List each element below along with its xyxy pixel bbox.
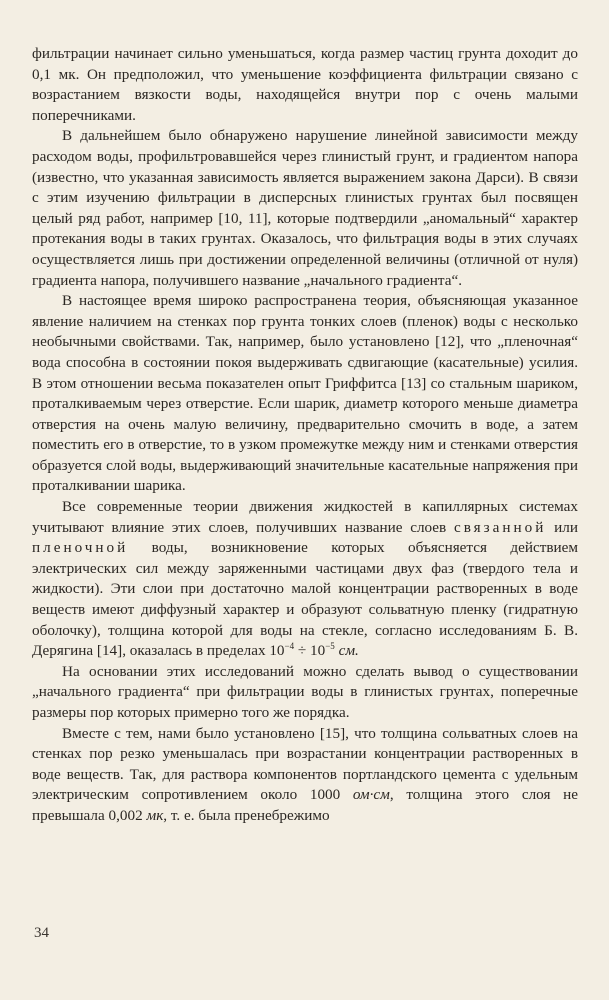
paragraph-2 xyxy=(32,126,578,291)
paragraph-5-text: На основании этих исследований можно сделать вывод о существовании „начального градиента“ при фильтрации воды в глинистых грунтах, поперечные размеры пор которых примерно того же порядка. xyxy=(32,662,578,721)
paragraph-1-text: фильтрации начинает сильно уменьшаться, когда размер частиц грунта доходит до 0,1 мк. Он предположил, что уменьшение коэффициента фильтрации связано с возрастанием вязкости воды, находящейся внутри пор с очень малыми поперечниками. xyxy=(32,45,578,124)
paragraph-4 xyxy=(32,497,578,662)
unit-ohm-cm: ом·см xyxy=(352,786,390,804)
paragraph-4-text-c: или xyxy=(546,518,578,536)
paragraph-4-text-g: ÷ 10 xyxy=(294,642,326,660)
paragraph-6-text-e: , т. е. была пренебрежимо xyxy=(163,806,330,824)
paragraph-3-text: В настоящее время широко распространена теория, объясняющая указанное явление наличием на стенках пор грунта тонких слоев (пленок) воды с несколько необычными свойствами. Так, например, было установлено [12], что „пленочная“ вода способна в состоянии покоя выдерживать сдвигающие (касательные) усилия. В этом отношении весьма показателен опыт Гриффитса [13] со стальным шариком, проталкиваемым через отверстие. Если шарик, диаметр которого меньше диаметра отверстия на очень малую величину, предварительно смочить в воде, а затем поместить его в отверстие, то в узком промежутке между ним и стенками отверстия образуется слой воды, выдерживающий значительные касательные напряжения при проталкивании шарика. xyxy=(32,292,578,495)
unit-micron: мк xyxy=(146,806,164,824)
exponent-2: −5 xyxy=(325,641,335,652)
paragraph-3 xyxy=(32,291,578,497)
paragraph-2-text: В дальнейшем было обнаружено нарушение линейной зависимости между расходом воды, профильтровавшейся через глинистый грунт, и градиентом напора (известно, что указанная зависимость является выражением закона Дарси). В связи с этим изучению фильтрации в дисперсных глинистых грунтах был посвящен целый ряд работ, например [10, 11], которые подтвердили „аномальный“ характер протекания воды в таких грунтах. Оказалось, что фильтрация воды в этих случаях осуществляется лишь при достижении определенной величины (отличной от нуля) градиента напора, получившего название „начального градиента“. xyxy=(32,127,578,289)
paragraph-6 xyxy=(32,724,578,827)
term-film-water: пленочной xyxy=(32,539,129,557)
paragraph-6-text-a: Вместе с тем, нами было установлено [15], что толщина сольватных слоев на стенках пор резко уменьшалась при возрастании концентрации растворенных в воде веществ. Так, для раствора компонентов портландского цемента с удельным электрическим сопротивлением около 1000 xyxy=(32,724,578,804)
page-number: 34 xyxy=(34,925,49,941)
term-bound-water: связанной xyxy=(453,518,547,536)
paragraph-1 xyxy=(32,44,578,126)
paragraph-6-text-c: , толщина этого слоя не превышала 0,002 xyxy=(32,786,578,824)
body-text xyxy=(32,44,578,827)
paragraph-5 xyxy=(32,662,578,724)
unit-cm: см. xyxy=(338,642,359,660)
paragraph-4-text-e: воды, возникновение которых объясняется действием электрических сил между заряженными частицами двух фаз (твердого тела и жидкости). Эти слои при достаточно малой концентрации растворенных в воде веществ имеют диффузный характер и образуют сольватную пленку (гидратную оболочку), толщина которой для воды на стекле, согласно исследованиям Б. В. Дерягина [14], оказалась в пределах 10 xyxy=(32,539,578,660)
paragraph-4-text-a: Все современные теории движения жидкостей в капиллярных системах учитывают влияние этих слоев, получивших название слоев xyxy=(32,498,578,536)
exponent-1: −4 xyxy=(284,641,295,652)
